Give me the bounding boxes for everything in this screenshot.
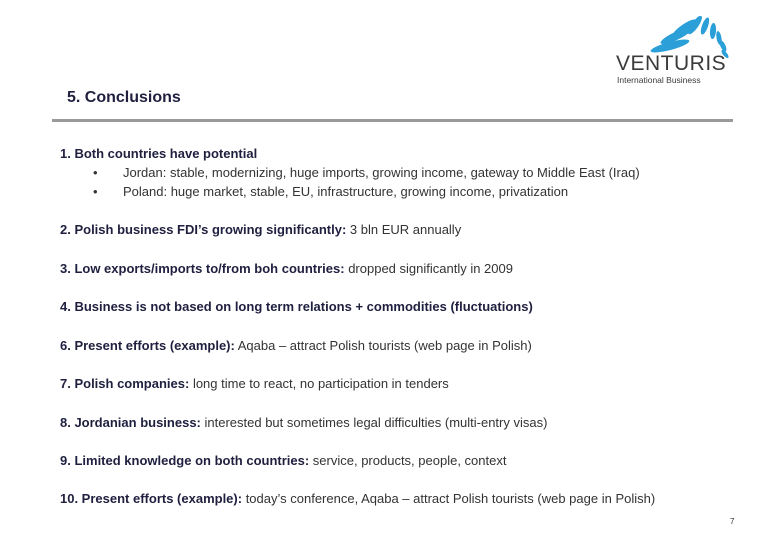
venturis-logo — [612, 16, 742, 86]
conclusion-item: 2. Polish business FDI’s growing significantly: 3 bln EUR annually — [60, 222, 462, 237]
conclusion-item: 7. Polish companies: long time to react, no participation in tenders — [60, 376, 449, 391]
sub-item: Jordan: stable, modernizing, huge imports, growing income, gateway to Middle East (Iraq) — [123, 165, 640, 180]
conclusion-item: 9. Limited knowledge on both countries: service, products, people, context — [60, 453, 507, 468]
conclusion-item: 3. Low exports/imports to/from boh countries: dropped significantly in 2009 — [60, 261, 513, 276]
conclusion-item: 10. Present efforts (example): today’s conference, Aqaba – attract Polish tourists (web page in Polish) — [60, 491, 656, 506]
logo-tagline: International Business — [617, 75, 701, 85]
title-divider — [52, 119, 733, 122]
conclusion-item: 4. Business is not based on long term relations + commodities (fluctuations) — [60, 299, 533, 314]
logo-name: VENTURIS — [616, 52, 727, 75]
sub-item: Poland: huge market, stable, EU, infrastructure, growing income, privatization — [123, 184, 569, 199]
bullet-icon: • — [93, 165, 98, 180]
bullet-icon: • — [93, 184, 98, 199]
slide-title: 5. Conclusions — [67, 89, 181, 106]
conclusion-item: 1. Both countries have potential — [60, 146, 258, 161]
conclusion-item: 6. Present efforts (example): Aqaba – attract Polish tourists (web page in Polish) — [60, 338, 532, 353]
conclusion-item: 8. Jordanian business: interested but sometimes legal difficulties (multi-entry visas) — [60, 415, 548, 430]
page-number: 7 — [730, 517, 735, 526]
